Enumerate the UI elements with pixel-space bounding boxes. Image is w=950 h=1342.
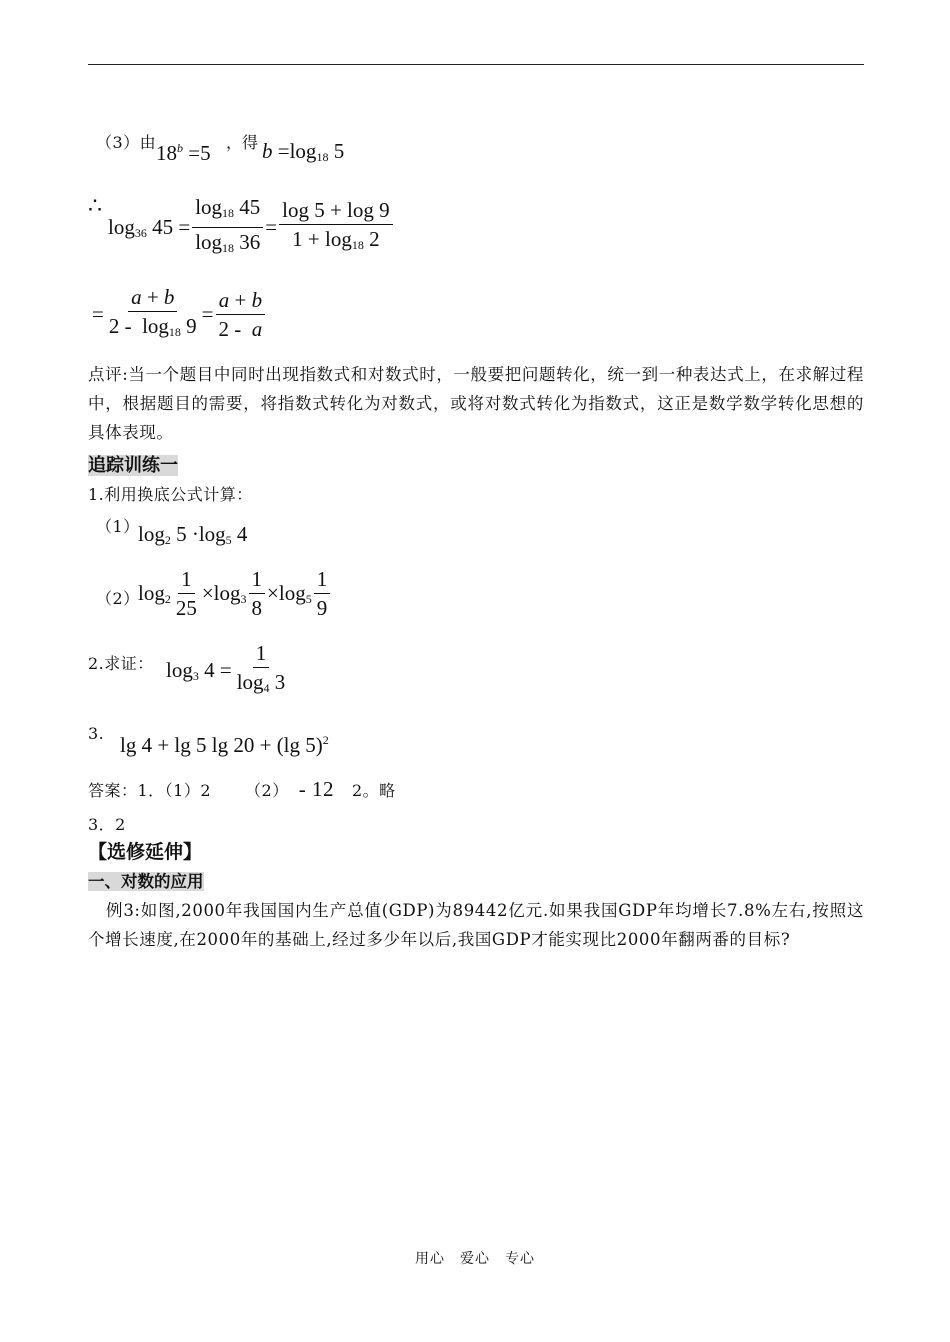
review-paragraph [88,360,864,447]
elective-subheading: 一、对数的应用 [88,872,204,891]
formula-log3-4-identity: $\log_3 4$ = $\frac{1}{\log_4 3}$ [166,641,286,695]
problem3-label: （3）由 [96,133,157,152]
example3-paragraph: 例3:如图,2000年我国国内生产总值(GDP)为89442亿元.如果我国GDP年均增长7.8%左右,按照这个增长速度,在2000年的基础上,经过多少年以后,我国GDP才能实现比2000年翻两番的目标? [88,901,864,949]
formula-log-product: $\log_2$ $\frac{1}{25}$ $\times\log_3$ $\frac{1}{8}$ $\times\log_5$ $\frac{1}{9}$ [138,566,332,621]
formula-b-log18-5: $b =\log_{18}$ 5 [262,139,345,164]
formula-lg-expression: lg 4 + lg 5 lg 20 + (lg 5)$^2$ [120,733,329,757]
tracking-q1: 1.利用换底公式计算： [88,485,253,504]
answers-part2: （2） [245,781,289,800]
formula-log2-5-log5-4: $\log_2 5 \cdot\log_5$ 4 [138,522,248,547]
problem3-comma: ， [226,133,243,152]
tracking-q3: 3. [88,724,105,743]
tracking-q2: 2.求证： [88,654,154,673]
answers-prefix: 答案：1．（1）2 [88,781,212,800]
problem3-get: 得 [242,133,259,152]
page-footer: 用心 爱心 专心 [415,1251,535,1267]
formula-log36-45: $\log_{36} 45$ = $\frac{\log_{18} 45}{\log_{18} 36}$ = $\frac{\log 5 + \log 9}{1 + \log_{18} 2}$ [108,194,395,261]
header-rule [88,64,864,65]
answers-line1 [88,777,396,802]
review-label: 点评: [88,365,129,384]
answers-suffix: 2。略 [351,781,396,800]
tracking-heading: 追踪训练一 [88,455,178,476]
formula-a-plus-b-fraction: = $\frac{a + b}{2 - \log_{18} 9}$ = $\frac{a + b}{2 - a}$ [92,284,267,345]
review-text: 当一个题目中同时出现指数式和对数式时，一般要把问题转化，统一到一种表达式上，在求解过程中，根据题目的需要，将指数式转化为对数式，或将对数式转化为指数式，这正是数学数学转化思想的具体表现。 [88,365,864,442]
elective-heading: 【选修延伸】 [88,841,203,863]
answers-value: - 12 [298,777,334,801]
answers-line2: 3．2 [88,815,126,834]
therefore-symbol: ∴ [88,194,102,219]
tracking-q1-part2-label: （2） [96,589,140,608]
tracking-q1-part1-label: （1） [96,517,140,536]
formula-18b-eq-5: $18^b =5$ [156,141,211,165]
